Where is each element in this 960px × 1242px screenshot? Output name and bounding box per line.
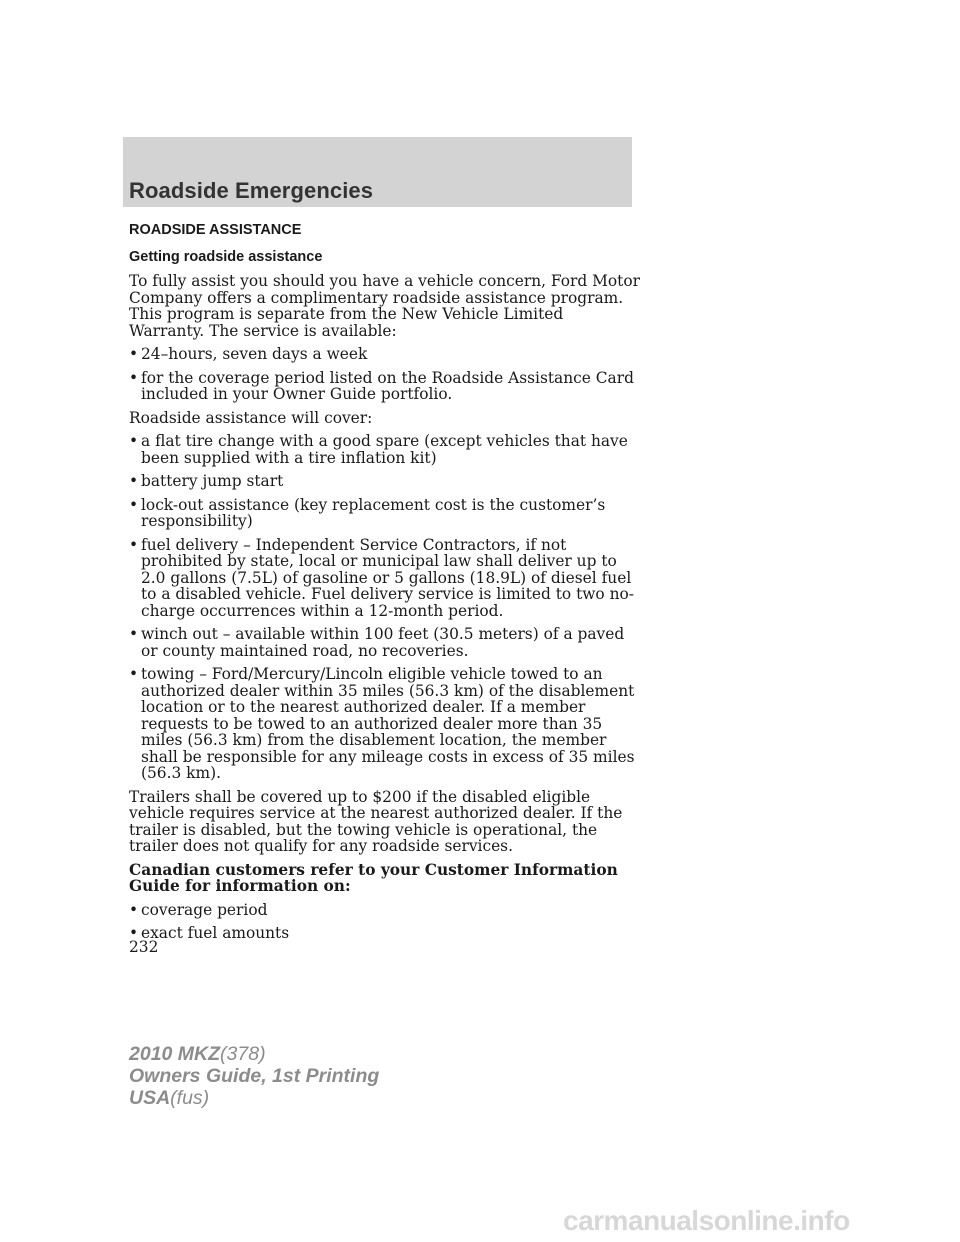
page-number: 232: [129, 938, 159, 956]
list-item: • a flat tire change with a good spare (except vehicles that have been supplied with a tire inflation kit): [129, 433, 641, 466]
list-item: • towing – Ford/Mercury/Lincoln eligible vehicle towed to an authorized dealer within 35 miles (56.3 km) of the disablement location or to the nearest authorized dealer. If a member requests to be towed to an authorized dealer more than 35 miles (56.3 km) from the disablement location, the member shall be responsible for any mileage costs in excess of 35 miles (56.3 km).: [129, 666, 641, 782]
page-content: [129, 222, 641, 949]
footer-market-line: [129, 1087, 379, 1109]
footer-market: USA: [129, 1087, 171, 1109]
sub-heading: Getting roadside assistance: [129, 248, 323, 265]
footer-guide: Owners Guide, 1st Printing: [129, 1065, 380, 1087]
list-item: • exact fuel amounts: [129, 925, 641, 942]
intro-paragraph: To fully assist you should you have a vehicle concern, Ford Motor Company offers a complimentary roadside assistance program. This program is separate from the New Vehicle Limited Warranty. The service is available:: [129, 272, 640, 340]
watermark-text: carmanualsonline.info: [563, 1205, 850, 1236]
cover-list: [129, 433, 641, 782]
list-item: • fuel delivery – Independent Service Contractors, if not prohibited by state, local or municipal law shall deliver up to 2.0 gallons (7.5L) of gasoline or 5 gallons (18.9L) of diesel fuel to a disabled vehicle. Fuel delivery service is limited to two no-charge occurrences within a 12-month period.: [129, 537, 641, 620]
footer-market-code: (fus): [170, 1087, 210, 1109]
footer-model-line: [129, 1043, 379, 1065]
list-item: • winch out – available within 100 feet (30.5 meters) of a paved or county maintained road, no recoveries.: [129, 626, 641, 659]
footer-model-code: (378): [220, 1043, 266, 1065]
list-item: • lock-out assistance (key replacement cost is the customer’s responsibility): [129, 497, 641, 530]
availability-list: [129, 346, 641, 403]
canadian-note: Canadian customers refer to your Customer Information Guide for information on:: [129, 860, 618, 895]
trailers-paragraph: Trailers shall be covered up to $200 if the disabled eligible vehicle requires service at the nearest authorized dealer. If the trailer is disabled, but the towing vehicle is operational, the trailer does not qualify for any roadside services.: [129, 787, 623, 855]
cover-intro: Roadside assistance will cover:: [129, 408, 373, 427]
list-item: • 24–hours, seven days a week: [129, 346, 641, 363]
footer-model: 2010 MKZ: [129, 1043, 221, 1065]
section-title: Roadside Emergencies: [129, 178, 374, 203]
print-footer: [129, 1043, 379, 1109]
list-item: • coverage period: [129, 902, 641, 919]
list-item: • battery jump start: [129, 473, 641, 490]
list-item: • for the coverage period listed on the Roadside Assistance Card included in your Owner Guide portfolio.: [129, 370, 641, 403]
canadian-list: [129, 902, 641, 942]
main-heading: ROADSIDE ASSISTANCE: [129, 222, 302, 238]
